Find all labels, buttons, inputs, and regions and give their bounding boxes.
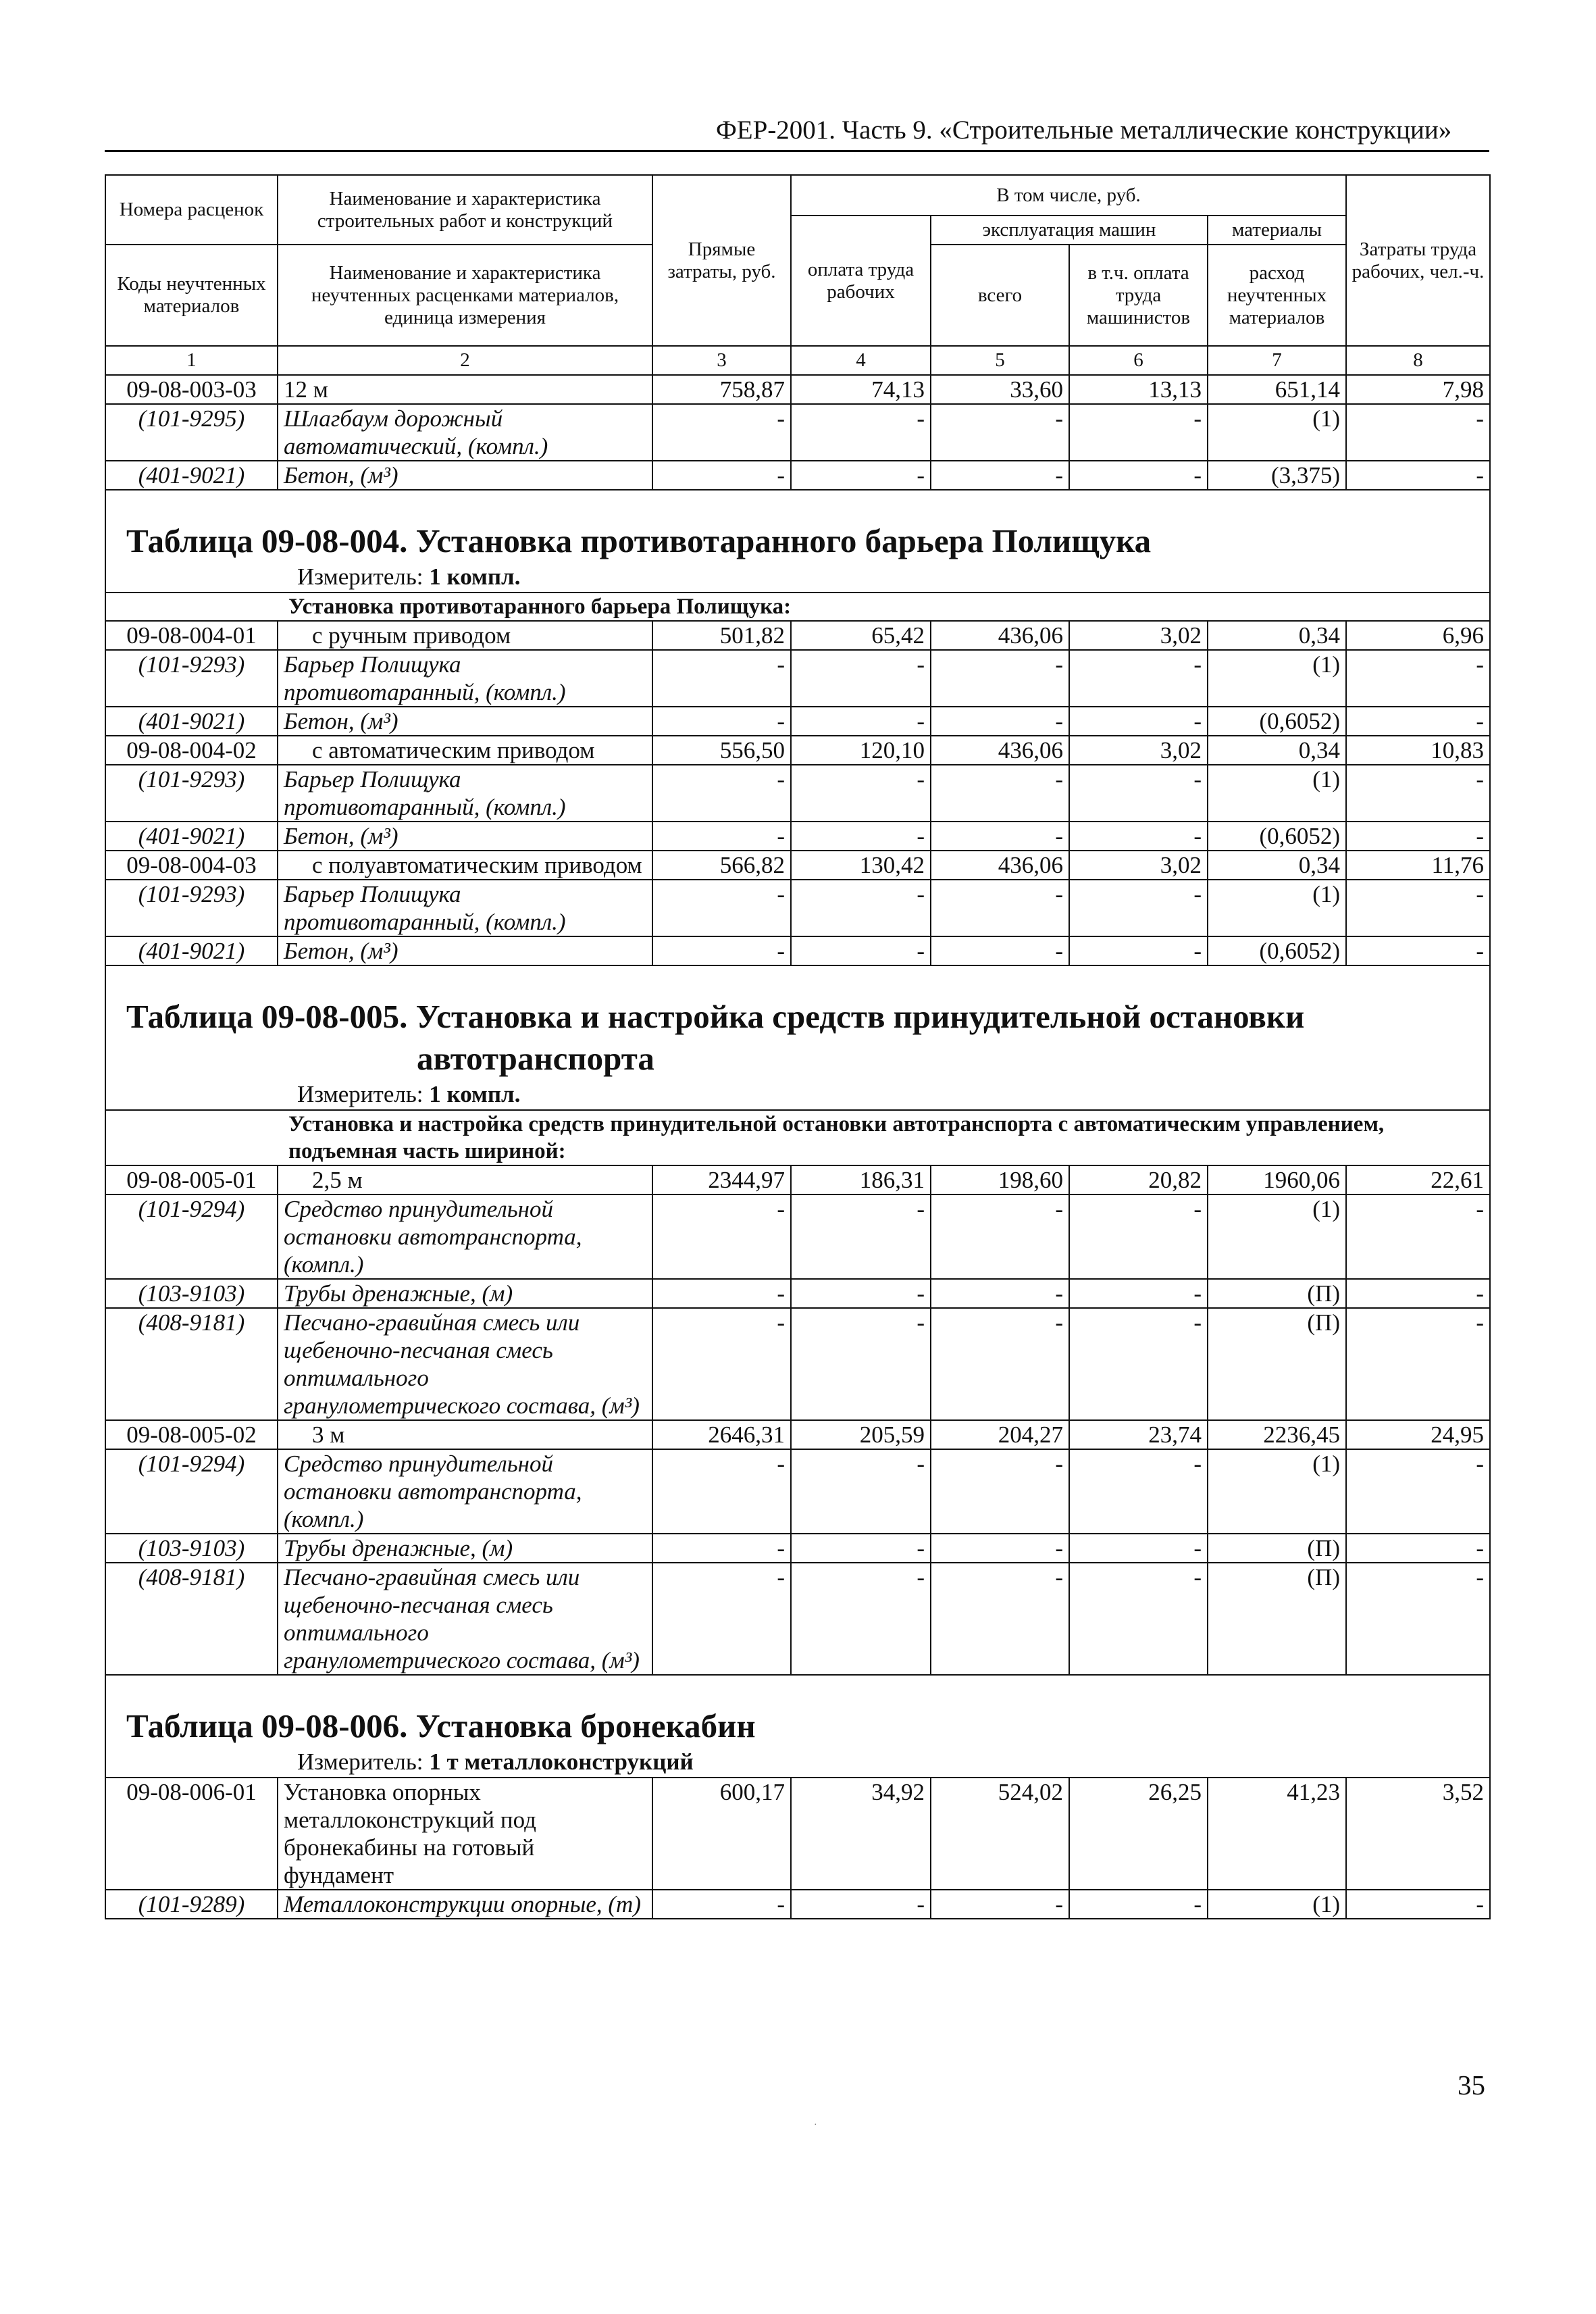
machine-total: - xyxy=(931,880,1069,936)
materials: (1) xyxy=(1208,1449,1346,1534)
table-title-line1: Таблица 09-08-005. Установка и настройка средств принудительной остановки xyxy=(126,998,1305,1035)
head-rate-numbers: Номера расценок xyxy=(105,175,278,245)
machinist-pay: 3,02 xyxy=(1069,621,1208,650)
table-title xyxy=(106,966,1489,1080)
labor-hours: - xyxy=(1346,822,1490,851)
materials: 651,14 xyxy=(1208,375,1346,404)
labor-hours: 6,96 xyxy=(1346,621,1490,650)
machine-total: 436,06 xyxy=(931,736,1069,765)
labor-hours: 3,52 xyxy=(1346,1778,1490,1890)
direct-costs: - xyxy=(652,1563,791,1675)
item-name: с ручным приводом xyxy=(278,621,652,650)
item-name: 2,5 м xyxy=(278,1165,652,1194)
column-number-row xyxy=(105,346,1490,375)
meter-line xyxy=(106,562,1489,592)
machinist-pay: - xyxy=(1069,650,1208,707)
materials: (П) xyxy=(1208,1308,1346,1420)
labor-hours: 10,83 xyxy=(1346,736,1490,765)
table-title: Таблица 09-08-006. Установка бронекабин xyxy=(126,1707,756,1744)
direct-costs: 2344,97 xyxy=(652,1165,791,1194)
machinist-pay: - xyxy=(1069,936,1208,965)
col-number: 5 xyxy=(931,346,1069,375)
head-material-usage: расход неучтенных материалов xyxy=(1208,245,1346,346)
labor-hours: - xyxy=(1346,1890,1490,1919)
machinist-pay: - xyxy=(1069,880,1208,936)
material-code: (401-9021) xyxy=(105,707,278,736)
material-name: Шлагбаум дорожный автоматический, (компл.) xyxy=(278,404,652,461)
machine-total: - xyxy=(931,707,1069,736)
rate-code: 09-08-004-03 xyxy=(105,851,278,880)
table-row xyxy=(105,650,1490,707)
table-row xyxy=(105,1279,1490,1308)
head-material-codes: Коды неучтенных материалов xyxy=(105,245,278,346)
labor-hours: - xyxy=(1346,1279,1490,1308)
col-number: 6 xyxy=(1069,346,1208,375)
materials: (1) xyxy=(1208,404,1346,461)
worker-pay: - xyxy=(791,765,931,822)
meter-line xyxy=(106,1747,1489,1777)
labor-hours: 7,98 xyxy=(1346,375,1490,404)
head-machine-operation: эксплуатация машин xyxy=(931,216,1208,245)
subheading: Установка и настройка средств принудительной остановки автотранспорта с автоматическим управлением, подъемная часть шириной: xyxy=(105,1110,1490,1165)
labor-hours: 24,95 xyxy=(1346,1420,1490,1449)
meter-label: Измеритель: xyxy=(297,563,430,590)
table-row xyxy=(105,1890,1490,1919)
subheading-row xyxy=(105,1110,1490,1165)
material-code: (401-9021) xyxy=(105,461,278,490)
material-code: (101-9293) xyxy=(105,650,278,707)
material-name: Бетон, (м³) xyxy=(278,461,652,490)
worker-pay: - xyxy=(791,1534,931,1563)
labor-hours: - xyxy=(1346,707,1490,736)
machinist-pay: 13,13 xyxy=(1069,375,1208,404)
materials: (П) xyxy=(1208,1534,1346,1563)
machine-total: - xyxy=(931,1534,1069,1563)
table-title: Таблица 09-08-004. Установка противотаранного барьера Полищука xyxy=(126,522,1152,559)
materials: 0,34 xyxy=(1208,736,1346,765)
materials: (0,6052) xyxy=(1208,822,1346,851)
machinist-pay: - xyxy=(1069,822,1208,851)
head-work-name: Наименование и характеристика строительных работ и конструкций xyxy=(278,175,652,245)
col-number: 8 xyxy=(1346,346,1490,375)
table-row xyxy=(105,1534,1490,1563)
rate-code: 09-08-004-02 xyxy=(105,736,278,765)
labor-hours: - xyxy=(1346,1449,1490,1534)
direct-costs: - xyxy=(652,1194,791,1279)
table-row xyxy=(105,765,1490,822)
table-row xyxy=(105,707,1490,736)
direct-costs: - xyxy=(652,461,791,490)
meter-line xyxy=(106,1080,1489,1109)
machine-total: 204,27 xyxy=(931,1420,1069,1449)
worker-pay: 205,59 xyxy=(791,1420,931,1449)
machine-total: - xyxy=(931,765,1069,822)
col-number: 7 xyxy=(1208,346,1346,375)
machinist-pay: - xyxy=(1069,1890,1208,1919)
direct-costs: 600,17 xyxy=(652,1778,791,1890)
worker-pay: 34,92 xyxy=(791,1778,931,1890)
col-number: 1 xyxy=(105,346,278,375)
meter-value: 1 т металлоконструкций xyxy=(429,1749,694,1775)
rate-code: 09-08-003-03 xyxy=(105,375,278,404)
item-name: с автоматическим приводом xyxy=(278,736,652,765)
table-title-row xyxy=(105,490,1490,593)
direct-costs: - xyxy=(652,936,791,965)
head-machinist-pay: в т.ч. оплата труда машинистов xyxy=(1069,245,1208,346)
direct-costs: - xyxy=(652,880,791,936)
direct-costs: 501,82 xyxy=(652,621,791,650)
machinist-pay: - xyxy=(1069,707,1208,736)
material-name: Барьер Полищука противотаранный, (компл.) xyxy=(278,765,652,822)
labor-hours: - xyxy=(1346,765,1490,822)
machine-total: - xyxy=(931,822,1069,851)
worker-pay: - xyxy=(791,1279,931,1308)
machinist-pay: - xyxy=(1069,404,1208,461)
material-name: Бетон, (м³) xyxy=(278,936,652,965)
worker-pay: 120,10 xyxy=(791,736,931,765)
worker-pay: - xyxy=(791,1449,931,1534)
item-name: 3 м xyxy=(278,1420,652,1449)
machine-total: - xyxy=(931,404,1069,461)
table-row xyxy=(105,375,1490,404)
direct-costs: - xyxy=(652,1308,791,1420)
machinist-pay: - xyxy=(1069,1449,1208,1534)
material-code: (101-9294) xyxy=(105,1194,278,1279)
material-code: (101-9289) xyxy=(105,1890,278,1919)
meter-value: 1 компл. xyxy=(429,1081,521,1107)
machine-total: 524,02 xyxy=(931,1778,1069,1890)
table-title-row xyxy=(105,965,1490,1110)
labor-hours: 11,76 xyxy=(1346,851,1490,880)
materials: 0,34 xyxy=(1208,621,1346,650)
labor-hours: - xyxy=(1346,404,1490,461)
direct-costs: 556,50 xyxy=(652,736,791,765)
machine-total: 436,06 xyxy=(931,851,1069,880)
table-header xyxy=(105,175,1490,375)
table-row xyxy=(105,1308,1490,1420)
materials: (1) xyxy=(1208,765,1346,822)
machinist-pay: - xyxy=(1069,765,1208,822)
direct-costs: - xyxy=(652,765,791,822)
head-worker-pay: оплата труда рабочих xyxy=(791,216,931,346)
table-row xyxy=(105,461,1490,490)
machinist-pay: 3,02 xyxy=(1069,736,1208,765)
worker-pay: 65,42 xyxy=(791,621,931,650)
table-row xyxy=(105,822,1490,851)
table-row xyxy=(105,880,1490,936)
head-material-names: Наименование и характеристика неучтенных расценками материалов, единица измерения xyxy=(278,245,652,346)
item-name: 12 м xyxy=(278,375,652,404)
direct-costs: - xyxy=(652,404,791,461)
material-code: (101-9293) xyxy=(105,765,278,822)
rate-code: 09-08-005-02 xyxy=(105,1420,278,1449)
worker-pay: - xyxy=(791,707,931,736)
machinist-pay: 3,02 xyxy=(1069,851,1208,880)
table-row xyxy=(105,1165,1490,1194)
machine-total: - xyxy=(931,1449,1069,1534)
labor-hours: - xyxy=(1346,1534,1490,1563)
direct-costs: - xyxy=(652,650,791,707)
direct-costs: 2646,31 xyxy=(652,1420,791,1449)
worker-pay: 186,31 xyxy=(791,1165,931,1194)
worker-pay: 74,13 xyxy=(791,375,931,404)
table-row xyxy=(105,1420,1490,1449)
worker-pay: - xyxy=(791,1563,931,1675)
labor-hours: - xyxy=(1346,650,1490,707)
running-header: ФЕР-2001. Часть 9. «Строительные металлические конструкции» xyxy=(716,116,1452,145)
labor-hours: 22,61 xyxy=(1346,1165,1490,1194)
materials: (0,6052) xyxy=(1208,936,1346,965)
material-name: Трубы дренажные, (м) xyxy=(278,1534,652,1563)
machine-total: - xyxy=(931,461,1069,490)
material-name: Песчано-гравийная смесь или щебеночно-песчаная смесь оптимального гранулометрического состава, (м³) xyxy=(278,1308,652,1420)
head-labor-hours: Затраты труда рабочих, чел.-ч. xyxy=(1346,175,1490,346)
labor-hours: - xyxy=(1346,1308,1490,1420)
material-code: (401-9021) xyxy=(105,822,278,851)
labor-hours: - xyxy=(1346,1563,1490,1675)
meter-label: Измеритель: xyxy=(297,1081,430,1107)
machine-total: 198,60 xyxy=(931,1165,1069,1194)
material-name: Средство принудительной остановки автотранспорта, (компл.) xyxy=(278,1449,652,1534)
material-code: (101-9294) xyxy=(105,1449,278,1534)
machinist-pay: - xyxy=(1069,1279,1208,1308)
table-row xyxy=(105,851,1490,880)
table-row xyxy=(105,936,1490,965)
materials: 0,34 xyxy=(1208,851,1346,880)
head-including: В том числе, руб. xyxy=(791,175,1346,216)
worker-pay: - xyxy=(791,822,931,851)
worker-pay: 130,42 xyxy=(791,851,931,880)
material-name: Барьер Полищука противотаранный, (компл.) xyxy=(278,650,652,707)
direct-costs: - xyxy=(652,707,791,736)
materials: (1) xyxy=(1208,1194,1346,1279)
rate-code: 09-08-005-01 xyxy=(105,1165,278,1194)
machine-total: 436,06 xyxy=(931,621,1069,650)
material-name: Барьер Полищука противотаранный, (компл.) xyxy=(278,880,652,936)
material-name: Бетон, (м³) xyxy=(278,822,652,851)
table-row xyxy=(105,1194,1490,1279)
subheading-row xyxy=(105,593,1490,621)
rate-code: 09-08-004-01 xyxy=(105,621,278,650)
worker-pay: - xyxy=(791,650,931,707)
worker-pay: - xyxy=(791,1194,931,1279)
machine-total: - xyxy=(931,1194,1069,1279)
worker-pay: - xyxy=(791,1890,931,1919)
material-code: (103-9103) xyxy=(105,1279,278,1308)
material-code: (401-9021) xyxy=(105,936,278,965)
materials: (0,6052) xyxy=(1208,707,1346,736)
labor-hours: - xyxy=(1346,1194,1490,1279)
item-name: Установка опорных металлоконструкций под бронекабины на готовый фундамент xyxy=(278,1778,652,1890)
head-materials: материалы xyxy=(1208,216,1346,245)
machinist-pay: - xyxy=(1069,1534,1208,1563)
machine-total: - xyxy=(931,1308,1069,1420)
direct-costs: 758,87 xyxy=(652,375,791,404)
worker-pay: - xyxy=(791,880,931,936)
direct-costs: - xyxy=(652,1890,791,1919)
worker-pay: - xyxy=(791,404,931,461)
machinist-pay: 20,82 xyxy=(1069,1165,1208,1194)
table-title-row xyxy=(105,1675,1490,1778)
material-code: (408-9181) xyxy=(105,1563,278,1675)
col-number: 2 xyxy=(278,346,652,375)
table-row xyxy=(105,1449,1490,1534)
table-title-line2: автотранспорта xyxy=(417,1040,654,1077)
rate-code: 09-08-006-01 xyxy=(105,1778,278,1890)
material-name: Трубы дренажные, (м) xyxy=(278,1279,652,1308)
material-code: (408-9181) xyxy=(105,1308,278,1420)
materials: (1) xyxy=(1208,880,1346,936)
machine-total: - xyxy=(931,650,1069,707)
direct-costs: 566,82 xyxy=(652,851,791,880)
table-row xyxy=(105,404,1490,461)
meter-value: 1 компл. xyxy=(429,563,521,590)
machinist-pay: - xyxy=(1069,1308,1208,1420)
labor-hours: - xyxy=(1346,461,1490,490)
material-code: (101-9295) xyxy=(105,404,278,461)
materials: (1) xyxy=(1208,650,1346,707)
item-name: с полуавтоматическим приводом xyxy=(278,851,652,880)
machinist-pay: - xyxy=(1069,1563,1208,1675)
head-machine-total: всего xyxy=(931,245,1069,346)
table-row xyxy=(105,1778,1490,1890)
col-number: 3 xyxy=(652,346,791,375)
direct-costs: - xyxy=(652,1449,791,1534)
machine-total: 33,60 xyxy=(931,375,1069,404)
machinist-pay: - xyxy=(1069,461,1208,490)
materials: (П) xyxy=(1208,1563,1346,1675)
direct-costs: - xyxy=(652,1534,791,1563)
material-name: Средство принудительной остановки автотранспорта, (компл.) xyxy=(278,1194,652,1279)
table-row xyxy=(105,736,1490,765)
materials: (П) xyxy=(1208,1279,1346,1308)
materials: (1) xyxy=(1208,1890,1346,1919)
direct-costs: - xyxy=(652,1279,791,1308)
labor-hours: - xyxy=(1346,880,1490,936)
machine-total: - xyxy=(931,1279,1069,1308)
materials: 1960,06 xyxy=(1208,1165,1346,1194)
page-number: 35 xyxy=(1458,2069,1485,2101)
col-number: 4 xyxy=(791,346,931,375)
head-direct-costs: Прямые затраты, руб. xyxy=(652,175,791,346)
materials: 41,23 xyxy=(1208,1778,1346,1890)
worker-pay: - xyxy=(791,461,931,490)
machinist-pay: 23,74 xyxy=(1069,1420,1208,1449)
meter-label: Измеритель: xyxy=(297,1749,430,1775)
machine-total: - xyxy=(931,936,1069,965)
worker-pay: - xyxy=(791,1308,931,1420)
worker-pay: - xyxy=(791,936,931,965)
subheading: Установка противотаранного барьера Полищука: xyxy=(105,593,1490,621)
header-rule xyxy=(105,150,1489,152)
table-row xyxy=(105,1563,1490,1675)
material-name: Бетон, (м³) xyxy=(278,707,652,736)
material-code: (101-9293) xyxy=(105,880,278,936)
direct-costs: - xyxy=(652,822,791,851)
machinist-pay: - xyxy=(1069,1194,1208,1279)
machinist-pay: 26,25 xyxy=(1069,1778,1208,1890)
scan-speck: · xyxy=(814,2120,817,2130)
machine-total: - xyxy=(931,1563,1069,1675)
material-name: Песчано-гравийная смесь или щебеночно-песчаная смесь оптимального гранулометрического состава, (м³) xyxy=(278,1563,652,1675)
material-name: Металлоконструкции опорные, (т) xyxy=(278,1890,652,1919)
table-row xyxy=(105,621,1490,650)
material-code: (103-9103) xyxy=(105,1534,278,1563)
rates-table xyxy=(105,174,1491,1919)
materials: (3,375) xyxy=(1208,461,1346,490)
labor-hours: - xyxy=(1346,936,1490,965)
materials: 2236,45 xyxy=(1208,1420,1346,1449)
machine-total: - xyxy=(931,1890,1069,1919)
